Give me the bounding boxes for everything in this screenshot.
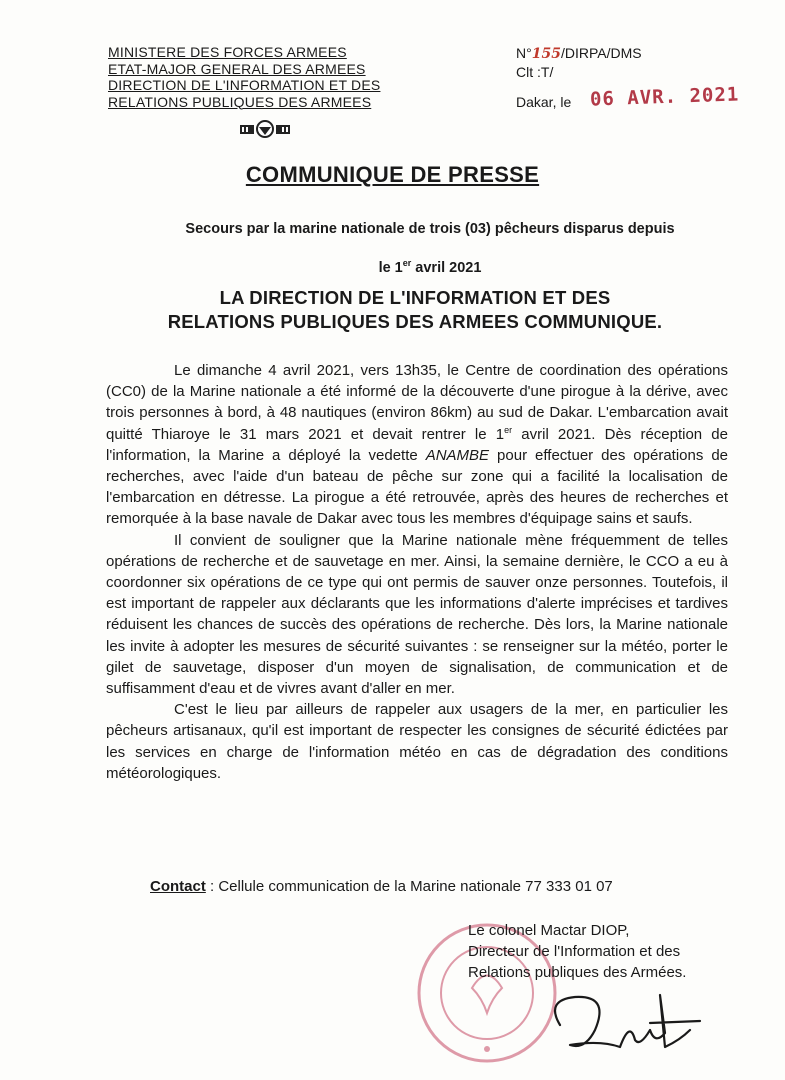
- vessel-name: ANAMBE: [425, 446, 490, 464]
- body-text: [106, 360, 728, 784]
- ministry-line-3: DIRECTION DE L'INFORMATION ET DES: [108, 77, 381, 93]
- ref-handwritten-number: 155: [531, 46, 561, 62]
- reference-block: [516, 44, 756, 81]
- subject-line-2: [120, 246, 740, 285]
- paragraph-1: [106, 360, 728, 530]
- reference-number: [516, 44, 756, 63]
- clt-line: Clt :T/: [516, 64, 554, 80]
- direction-line-1: LA DIRECTION DE L'INFORMATION ET DES: [219, 287, 611, 308]
- ref-prefix: N°: [516, 45, 532, 61]
- subject: [120, 212, 740, 285]
- signatory-title-1: Directeur de l'Information et des: [468, 943, 681, 960]
- ministry-line-2: ETAT-MAJOR GENERAL DES ARMEES: [108, 60, 366, 77]
- document-title: COMMUNIQUE DE PRESSE: [245, 162, 540, 187]
- handwritten-signature-icon: [540, 985, 710, 1065]
- subject-line-1: Secours par la marine nationale de trois (03) pêcheurs disparus depuis: [185, 221, 675, 237]
- army-emblem-icon: [240, 118, 290, 142]
- ministry-header: [108, 44, 408, 110]
- paragraph-3: C'est le lieu par ailleurs de rappeler aux usagers de la mer, en particulier les pêcheurs artisanaux, qu'il est important de respecter les consignes de sécurité édictées par les services en charge de l'information météo en cas de dégradation des conditions météorologiques.: [106, 701, 728, 782]
- ref-suffix: /DIRPA/DMS: [560, 45, 642, 61]
- date-stamp: 06 AVR. 2021: [589, 83, 740, 111]
- paragraph-1-part-b: avril 2021. Dès réception de l'information, la Marine a déployé la vedette: [106, 425, 728, 464]
- subject-date-post: avril 2021: [411, 259, 482, 276]
- paragraph-1-part-c: pour effectuer des opérations de recherches, avec l'aide d'un bateau de pêche sur zone qui a facilité la localisation de l'embarcation en détresse. La pirogue a été retrouvée, après des heures de recherches et remorquée à la base navale de Dakar avec tous les membres d'équipage sains et saufs.: [106, 446, 729, 528]
- contact-text: : Cellule communication de la Marine nationale 77 333 01 07: [205, 878, 613, 895]
- document-title-wrap: [0, 162, 785, 188]
- ministry-line-1: MINISTERE DES FORCES ARMEES: [108, 44, 347, 60]
- signatory-block: [468, 920, 686, 983]
- subject-date-sup: er: [402, 258, 412, 268]
- subject-date-pre: le 1: [378, 259, 403, 276]
- paragraph-1-sup: er: [504, 424, 513, 435]
- contact-line: [150, 878, 613, 895]
- ministry-line-4: RELATIONS PUBLIQUES DES ARMEES: [108, 93, 372, 110]
- paragraph-2: Il convient de souligner que la Marine nationale mène fréquemment de telles opérations de recherche et de sauvetage en mer. Ainsi, la semaine dernière, le CCO a eu à coordonner six opérations de ce type qui ont permis de sauver onze personnes. Toutefois, il est important de rappeler aux déclarants que les informations d'alerte imprécises et tardives réduisent les chances de succès des opérations de recherche. Dès lors, la Marine nationale les invite à adopter les mesures de sécurité suivantes : se renseigner sur la météo, porter le gilet de sauvetage, disposer d'un moyen de signalisation, de communication et de suffisamment d'eau et de vivres avant d'aller en mer.: [106, 531, 728, 698]
- paragraph-1-part-a: Le dimanche 4 avril 2021, vers 13h35, le Centre de coordination des opérations (CC0) de la Marine nationale a été informé de la découverte d'une pirogue à la dérive, avec trois personnes à bord, à 48 nautiques (environ 86km) au sud de Dakar. L'embarcation avait quitté Thiaroye le 31 mars 2021 et devait rentrer le 1: [106, 362, 728, 443]
- place-label: Dakar, le: [516, 94, 572, 110]
- signatory-name: Le colonel Mactar DIOP,: [468, 922, 630, 939]
- direction-line-2: RELATIONS PUBLIQUES DES ARMEES COMMUNIQUE.: [167, 311, 663, 332]
- direction-statement: [80, 286, 750, 334]
- signatory-title-2: Relations publiques des Armées.: [468, 964, 687, 981]
- contact-label: Contact: [150, 878, 206, 895]
